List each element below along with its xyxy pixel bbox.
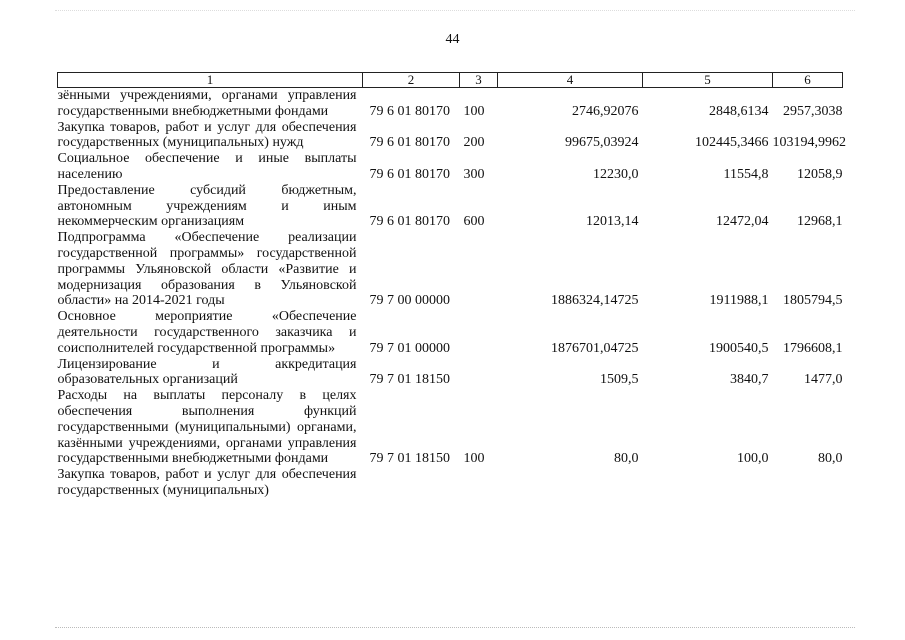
row-value-col5: 100,0: [737, 451, 769, 467]
scan-bottom-edge: [55, 627, 855, 629]
row-value-col5: 3840,7: [730, 372, 769, 388]
row-code: 79 7 00 00000: [369, 293, 450, 309]
row-expense-type: [460, 309, 498, 356]
row-description: Предоставление субсидий бюджетным, автономным учреждениям и иным некоммерческим организациям: [57, 182, 357, 230]
row-value-col5: 1900540,5: [709, 340, 769, 356]
row-description: Расходы на выплаты персоналу в целях обеспечения выполнения функций государственными (муниципальными) органами, казёнными учреждениями, органами управления государственными внебюджетными фондами: [57, 388, 357, 467]
row-description: Социальное обеспечение и иные выплаты населению: [57, 151, 357, 182]
row-description: Основное мероприятие «Обеспечение деятельности государственного заказчика и соисполнителей государственной программы»: [57, 309, 357, 356]
row-value-col4: 1876701,04725: [551, 340, 639, 356]
row-code: 79 7 01 18150: [369, 451, 450, 467]
row-code: 79 6 01 80170: [369, 135, 450, 151]
row-description: Подпрограмма «Обеспечение реализации государственной программы» государственной программы Ульяновской области «Развитие и модернизация образования в Ульяновской области» на 2014-2021 годы: [57, 230, 357, 309]
table-row: [58, 183, 843, 230]
row-value-col5: 12472,04: [716, 214, 769, 230]
scan-top-edge: [55, 10, 855, 12]
row-code: 79 7 01 18150: [369, 372, 450, 388]
page-number: 44: [445, 32, 460, 47]
row-expense-type: [460, 230, 498, 309]
row-value-col5: 2848,6134: [709, 103, 769, 119]
column-header-5: 5: [643, 73, 773, 88]
row-expense-type: 200: [463, 135, 485, 151]
row-value-col6: 1477,0: [804, 372, 843, 388]
row-value-col6: 1796608,1: [783, 340, 843, 356]
table-row: [58, 151, 843, 183]
column-header-2: 2: [363, 73, 460, 88]
row-value-col5: 1911988,1: [709, 293, 769, 309]
row-value-col5: 11554,8: [723, 166, 769, 182]
row-value-col6: 12058,9: [797, 166, 843, 182]
row-value-col6: [773, 467, 843, 499]
column-header-6: 6: [773, 73, 843, 88]
row-description: Закупка товаров, работ и услуг для обеспечения государственных (муниципальных) нужд: [57, 119, 357, 151]
row-expense-type: [460, 357, 498, 389]
row-description: Закупка товаров, работ и услуг для обеспечения государственных (муниципальных): [57, 467, 357, 498]
table-row: [58, 357, 843, 389]
column-header-1: 1: [58, 73, 363, 88]
row-description: зёнными учреждениями, органами управления государственными внебюджетными фондами: [57, 88, 357, 119]
row-value-col4: 1886324,14725: [551, 293, 639, 309]
budget-table-wrapper: [57, 72, 846, 499]
row-value-col4: 2746,92076: [572, 103, 639, 119]
row-code: 79 7 01 00000: [369, 340, 450, 356]
row-value-col5: [643, 467, 773, 499]
table-row: [58, 309, 843, 356]
row-description: Лицензирование и аккредитация образовательных организаций: [57, 356, 357, 388]
column-number-header-row: [58, 73, 843, 88]
row-code: [363, 467, 460, 499]
row-value-col4: 12013,14: [586, 214, 639, 230]
row-expense-type: 100: [463, 103, 485, 119]
row-value-col6: 80,0: [818, 451, 843, 467]
row-value-col4: [498, 467, 643, 499]
table-row: [58, 88, 843, 120]
budget-table: [57, 72, 846, 499]
row-code: 79 6 01 80170: [369, 166, 450, 182]
row-value-col4: 80,0: [614, 451, 639, 467]
row-value-col5: 102445,3466: [695, 135, 769, 151]
row-expense-type: 100: [463, 451, 485, 467]
column-header-4: 4: [498, 73, 643, 88]
row-code: 79 6 01 80170: [369, 214, 450, 230]
row-expense-type: 300: [463, 166, 485, 182]
row-value-col4: 1509,5: [600, 372, 639, 388]
row-value-col6: 103194,9962: [772, 135, 846, 151]
row-value-col4: 99675,03924: [565, 135, 639, 151]
row-value-col4: 12230,0: [593, 166, 639, 182]
table-row: [58, 230, 843, 309]
table-row: [58, 467, 843, 499]
table-row: [58, 388, 843, 467]
row-value-col6: 12968,1: [797, 214, 843, 230]
row-value-col6: 1805794,5: [783, 293, 843, 309]
row-expense-type: [460, 467, 498, 499]
row-code: 79 6 01 80170: [369, 103, 450, 119]
table-row: [58, 120, 843, 152]
row-value-col6: 2957,3038: [783, 103, 843, 119]
column-header-3: 3: [460, 73, 498, 88]
row-expense-type: 600: [463, 214, 485, 230]
